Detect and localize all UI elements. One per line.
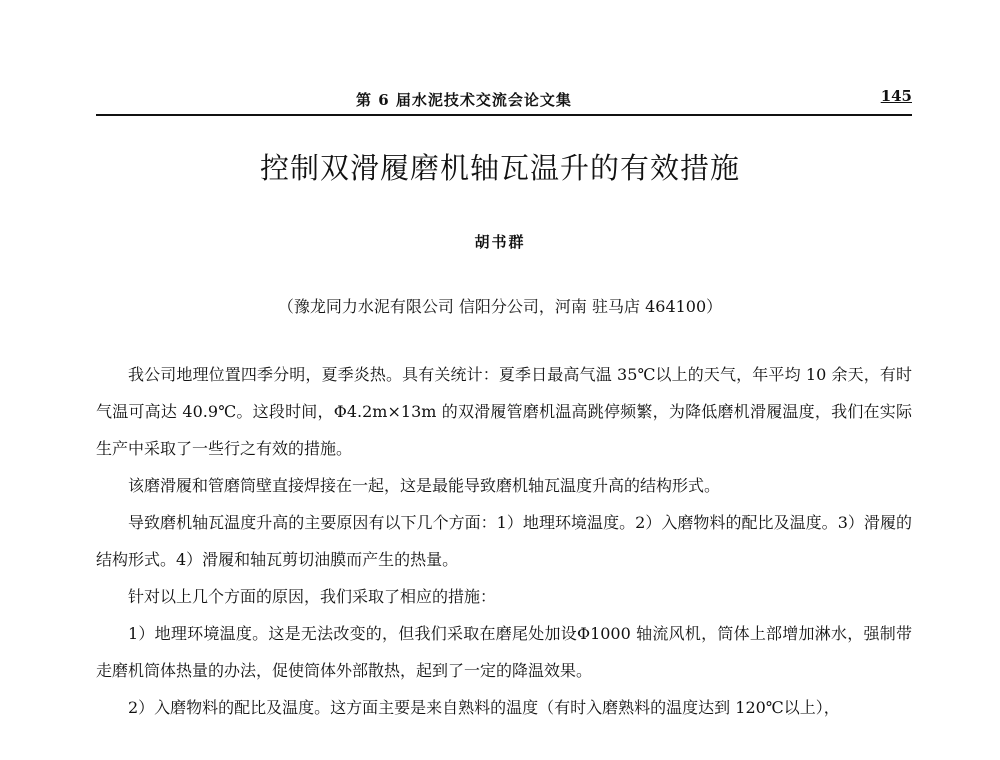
journal-title: 第 6 届水泥技术交流会论文集 bbox=[356, 91, 572, 109]
paragraph: 1）地理环境温度。这是无法改变的，但我们采取在磨尾处加设Φ1000 轴流风机，筒体上部增加淋水，强制带走磨机筒体热量的办法，促使筒体外部散热，起到了一定的降温效果。 bbox=[96, 624, 912, 680]
paragraph: 导致磨机轴瓦温度升高的主要原因有以下几个方面：1）地理环境温度。2）入磨物料的配比及温度。3）滑履的结构形式。4）滑履和轴瓦剪切油膜而产生的热量。 bbox=[96, 513, 912, 569]
body-text bbox=[96, 356, 912, 726]
running-header bbox=[96, 84, 912, 116]
paragraph: 针对以上几个方面的原因，我们采取了相应的措施： bbox=[128, 587, 497, 606]
author-affiliation: （豫龙同力水泥有限公司 信阳分公司，河南 驻马店 464100） bbox=[277, 297, 723, 316]
page-number: 145 bbox=[880, 87, 912, 105]
paragraph: 该磨滑履和管磨筒壁直接焊接在一起，这是最能导致磨机轴瓦温度升高的结构形式。 bbox=[128, 476, 721, 495]
paper-title: 控制双滑履磨机轴瓦温升的有效措施 bbox=[259, 151, 740, 185]
paragraph: 我公司地理位置四季分明，夏季炎热。具有关统计：夏季日最高气温 35℃以上的天气，年平均 10 余天，有时气温可高达 40.9℃。这段时间，Φ4.2m×13m 的双滑履管磨机温高跳停频繁，为降低磨机滑履温度，我们在实际生产中采取了一些行之有效的措施。 bbox=[96, 365, 912, 458]
author-name: 胡书群 bbox=[474, 233, 526, 251]
paragraph: 2）入磨物料的配比及温度。这方面主要是来自熟料的温度（有时入磨熟料的温度达到 120℃以上）， bbox=[128, 698, 840, 717]
